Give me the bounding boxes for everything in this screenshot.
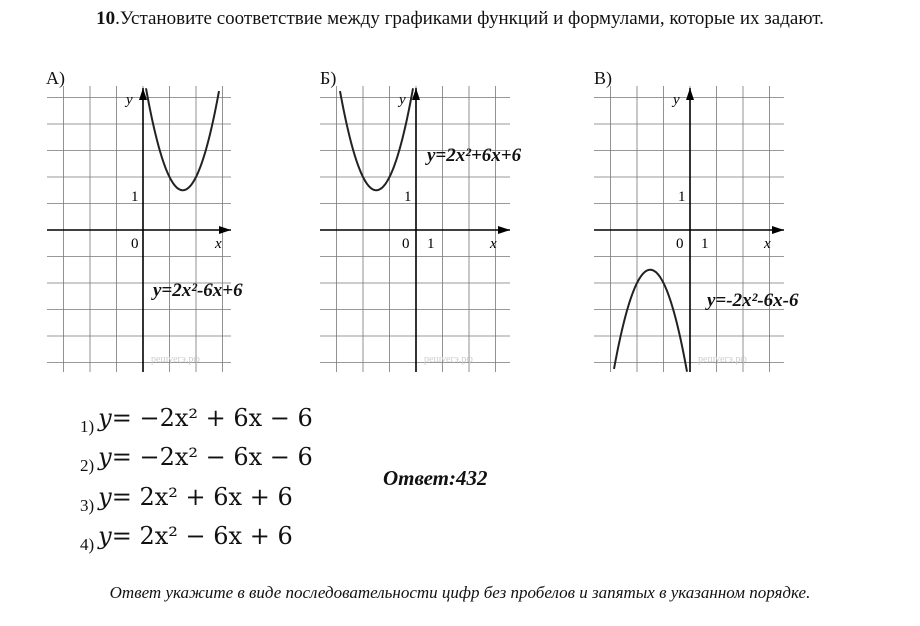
graph-c-handwritten-formula: y=-2x²-6x-6 [707,290,799,311]
graph-c-x-axis-label: x [764,236,771,252]
graph-b-label: Б) [320,68,337,88]
option-3 [80,483,293,515]
option-3-number: 3) [80,496,95,515]
graph-a-grid [47,86,231,372]
graph-b-x-tick: 1 [427,236,435,252]
graph-b [320,86,510,372]
graph-a [47,86,231,372]
graph-a-origin: 0 [131,236,139,252]
graph-c-y-arrow [686,88,694,100]
graph-c-label: В) [594,68,612,88]
option-4-number: 4) [80,535,95,554]
option-2-number: 2) [80,456,95,475]
graph-c-svg [594,86,784,372]
graph-c-origin: 0 [676,236,684,252]
option-1 [80,404,313,436]
task-number: 10 [96,8,116,29]
graph-b-svg [320,86,510,372]
graph-b-handwritten-formula: y=2x²+6x+6 [427,145,522,166]
task-text: .Установите соответствие между графиками функций и формулами, которые их задают. [115,8,824,29]
graph-c-y-tick: 1 [678,189,686,205]
option-3-formula: y= 2x² + 6x + 6 [98,483,293,511]
graph-c-x-tick: 1 [701,236,709,252]
option-2 [80,443,313,475]
graph-b-x-axis-label: x [490,236,497,252]
graph-a-watermark: решуегэ.рф [151,354,200,365]
option-2-formula: y= −2x² − 6x − 6 [98,443,313,471]
answer: Ответ:432 [383,466,488,490]
graph-a-x-arrow [219,226,231,234]
graph-b-y-tick: 1 [404,189,412,205]
graph-a-y-tick: 1 [131,189,139,205]
graph-b-y-axis-label: y [399,92,406,108]
graph-c-x-arrow [772,226,784,234]
option-4-formula: y= 2x² − 6x + 6 [98,522,293,550]
task-statement [0,8,920,30]
graph-a-x-axis-label: x [215,236,222,252]
option-4 [80,522,293,554]
graph-b-watermark: решуегэ.рф [424,354,473,365]
graph-a-handwritten-formula: y=2x²-6x+6 [153,280,243,301]
option-1-formula: y= −2x² + 6x − 6 [98,404,313,432]
footer-instruction: Ответ укажите в виде последовательности цифр без пробелов и запятых в указанном порядке. [109,583,811,602]
graph-c [594,86,784,372]
graph-c-watermark: решуегэ.рф [698,354,747,365]
graph-a-y-axis-label: y [126,92,133,108]
graph-a-parabola [146,88,219,190]
graph-b-x-arrow [498,226,510,234]
option-1-number: 1) [80,417,95,436]
graph-c-parabola [614,270,687,372]
graph-a-label: А) [46,68,65,88]
graph-a-svg [47,86,231,372]
graph-c-y-axis-label: y [673,92,680,108]
graph-b-origin: 0 [402,236,410,252]
